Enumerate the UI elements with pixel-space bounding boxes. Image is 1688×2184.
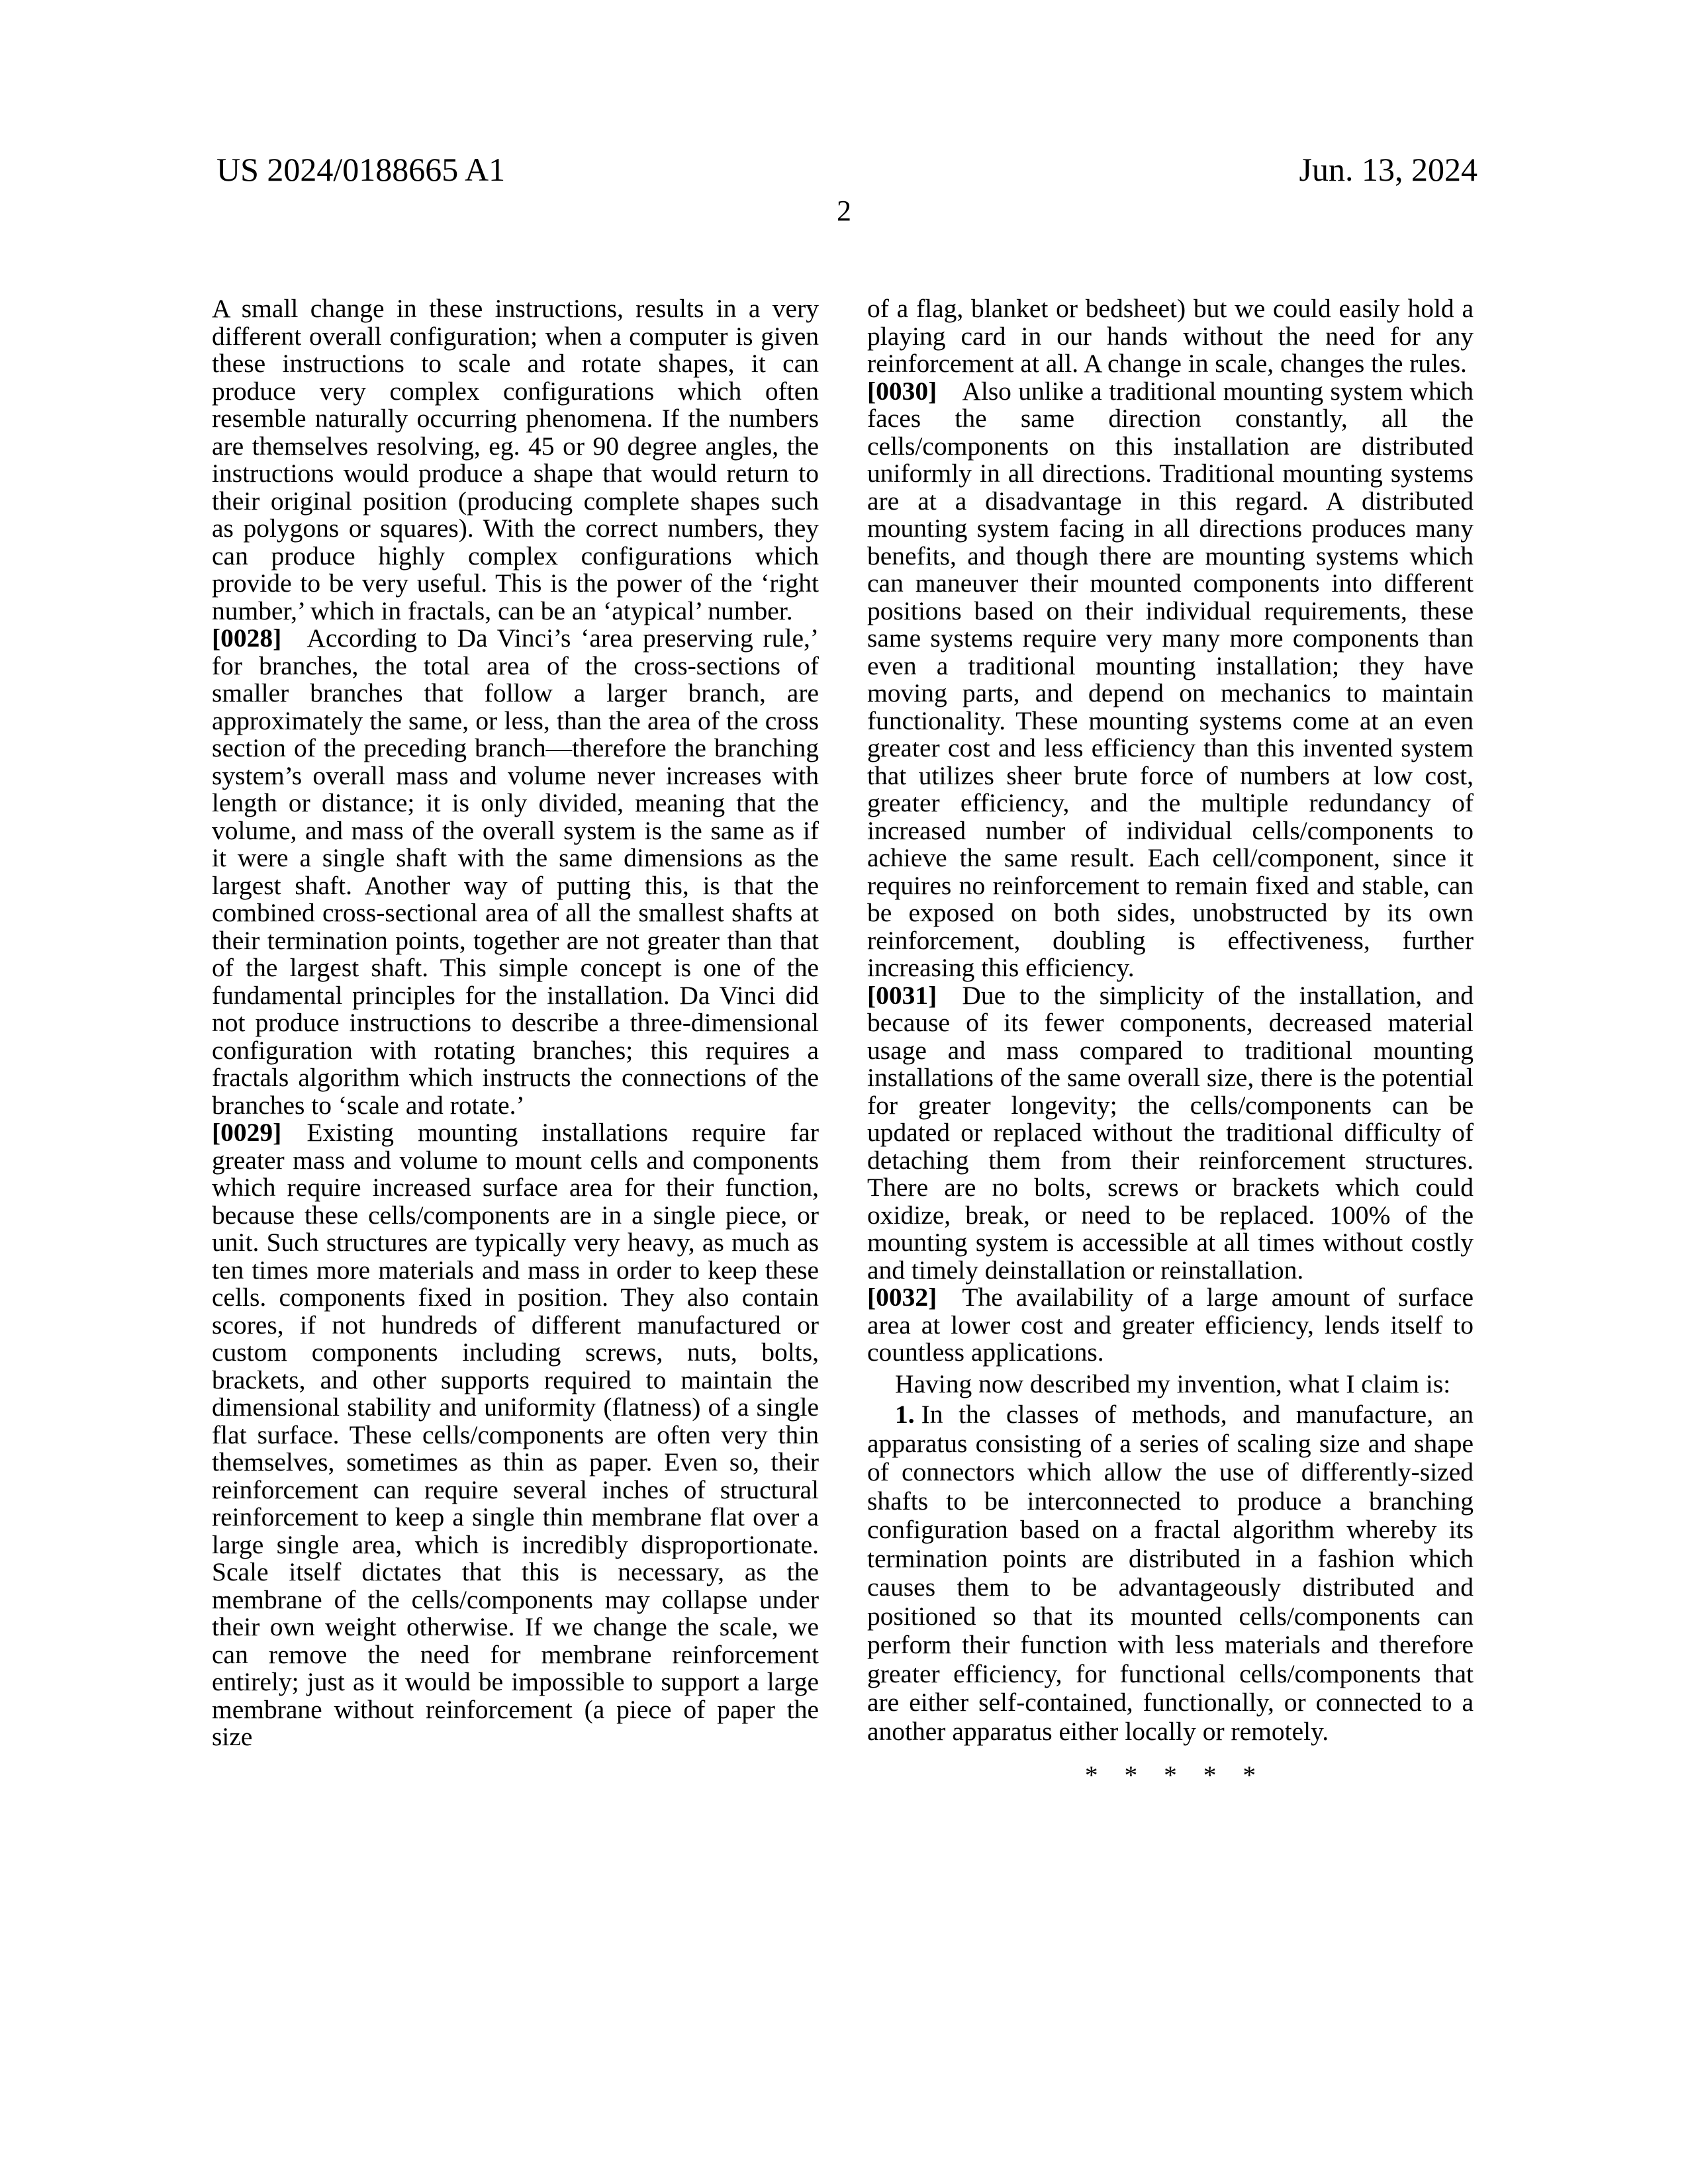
paragraph-tag: [0028]	[212, 623, 282, 653]
publication-date: Jun. 13, 2024	[1299, 151, 1477, 188]
paragraph-text: Existing mounting installations require far greater mass and volume to mount cells and components which require increased surface area for their function, because these cells/components are in a single piece, or unit. Such structures are typically very heavy, as much as ten times more materials and mass in order to keep these cells. components fixed in position. They also contain scores, if not hundreds of different manufactured or custom components including screws, nuts, bolts, brackets, and other supports required to maintain the dimensional stability and uniformity (flatness) of a single flat surface. These cells/components are often very thin themselves, sometimes as thin as paper. Even so, their reinforcement can require several inches of structural reinforcement to keep a single thin membrane flat over a large single area, which is incredibly disproportionate. Scale itself dictates that this is necessary, as the membrane of the cells/components may collapse under their own weight otherwise. If we change the scale, we can remove the need for membrane reinforcement entirely; just as it would be impossible to support a large membrane without reinforcement (a piece of paper the size	[212, 1118, 819, 1751]
claim-number: 1.	[895, 1400, 915, 1429]
paragraph-tag: [0029]	[212, 1118, 282, 1147]
claim-1	[867, 1400, 1474, 1746]
paragraph-text: of a flag, blanket or bedsheet) but we could easily hold a playing card in our hands without the need for any reinforcement at all. A change in scale, changes the rules.	[867, 294, 1474, 378]
paragraph-0031	[867, 982, 1474, 1285]
page-number: 2	[837, 195, 851, 227]
paragraph-continuation	[212, 295, 819, 625]
page-header	[216, 152, 1477, 187]
left-column	[212, 295, 819, 1751]
paragraph-text: According to Da Vinci’s ‘area preserving rule,’ for branches, the total area of the cross-sections of smaller branches that follow a larger branch, are approximately the same, or less, than the area of the cross section of the preceding branch—therefore the branching system’s overall mass and volume never increases with length or distance; it is only divided, meaning that the volume, and mass of the overall system is the same as if it were a single shaft with the same dimensions as the largest shaft. Another way of putting this, is that the combined cross-sectional area of all the smallest shafts at their termination points, together are not greater than that of the largest shaft. This simple concept is one of the fundamental principles for the installation. Da Vinci did not produce instructions to describe a three-dimensional configuration with rotating branches; this requires a fractals algorithm which instructs the connections of the branches to ‘scale and rotate.’	[212, 623, 819, 1120]
end-asterisks: * * * * *	[1084, 1760, 1256, 1790]
claim-text: In the classes of methods, and manufacture, an apparatus consisting of a series of scaling size and shape of connectors which allow the use of differently-sized shafts to be interconnected to produce a branching configuration based on a fractal algorithm whereby its termination points are distributed in a fashion which causes them to be advantageously distributed and positioned so that its mounted cells/components can perform their function with less materials and therefore greater efficiency, for functional cells/components that are either self-contained, functionally, or connected to a another apparatus either locally or remotely.	[867, 1400, 1474, 1746]
claims-intro: Having now described my invention, what I claim is:	[895, 1369, 1451, 1398]
patent-number: US 2024/0188665 A1	[216, 151, 506, 188]
paragraph-tag: [0030]	[867, 376, 937, 406]
paragraph-text: The availability of a large amount of surface area at lower cost and greater efficiency, lends itself to countless applications.	[867, 1283, 1474, 1367]
paragraph-text: Also unlike a traditional mounting system which faces the same direction constantly, all the cells/components on this installation are distributed uniformly in all directions. Traditional mounting systems are at a disadvantage in this regard. A distributed mounting system facing in all directions produces many benefits, and though there are mounting systems which can maneuver their mounted components into different positions based on their individual requirements, these same systems require very many more components than even a traditional mounting installation; they have moving parts, and depend on mechanics to maintain functionality. These mounting systems come at an even greater cost and less efficiency than this invented system that utilizes sheer brute force of numbers at low cost, greater efficiency, and the multiple redundancy of increased number of individual cells/components to achieve the same result. Each cell/component, since it requires no reinforcement to remain fixed and stable, can be exposed on both sides, unobstructed by its own reinforcement, doubling is effectiveness, further increasing this efficiency.	[867, 376, 1474, 982]
paragraph-0030	[867, 378, 1474, 982]
paragraph-0029	[212, 1119, 819, 1751]
paragraph-tag: [0032]	[867, 1283, 937, 1312]
paragraph-0028	[212, 625, 819, 1119]
paragraph-0032	[867, 1284, 1474, 1367]
paragraph-continuation	[867, 295, 1474, 378]
paragraph-text: A small change in these instructions, results in a very different overall configuration; when a computer is given these instructions to scale and rotate shapes, it can produce very complex configurations which often resemble naturally occurring phenomena. If the numbers are themselves resolving, eg. 45 or 90 degree angles, the instructions would produce a shape that would return to their original position (producing complete shapes such as polygons or squares). With the correct numbers, they can produce highly complex configurations which provide to be very useful. This is the power of the ‘right number,’ which in fractals, can be an ‘atypical’ number.	[212, 294, 819, 625]
right-column	[867, 295, 1474, 1790]
paragraph-tag: [0031]	[867, 980, 937, 1010]
paragraph-text: Due to the simplicity of the installation, and because of its fewer components, decreased material usage and mass compared to traditional mounting installations of the same overall size, there is the potential for greater longevity; the cells/components can be updated or replaced without the traditional difficulty of detaching them from their reinforcement structures. There are no bolts, screws or brackets which could oxidize, break, or need to be replaced. 100% of the mounting system is accessible at all times without costly and timely deinstallation or reinstallation.	[867, 980, 1474, 1285]
